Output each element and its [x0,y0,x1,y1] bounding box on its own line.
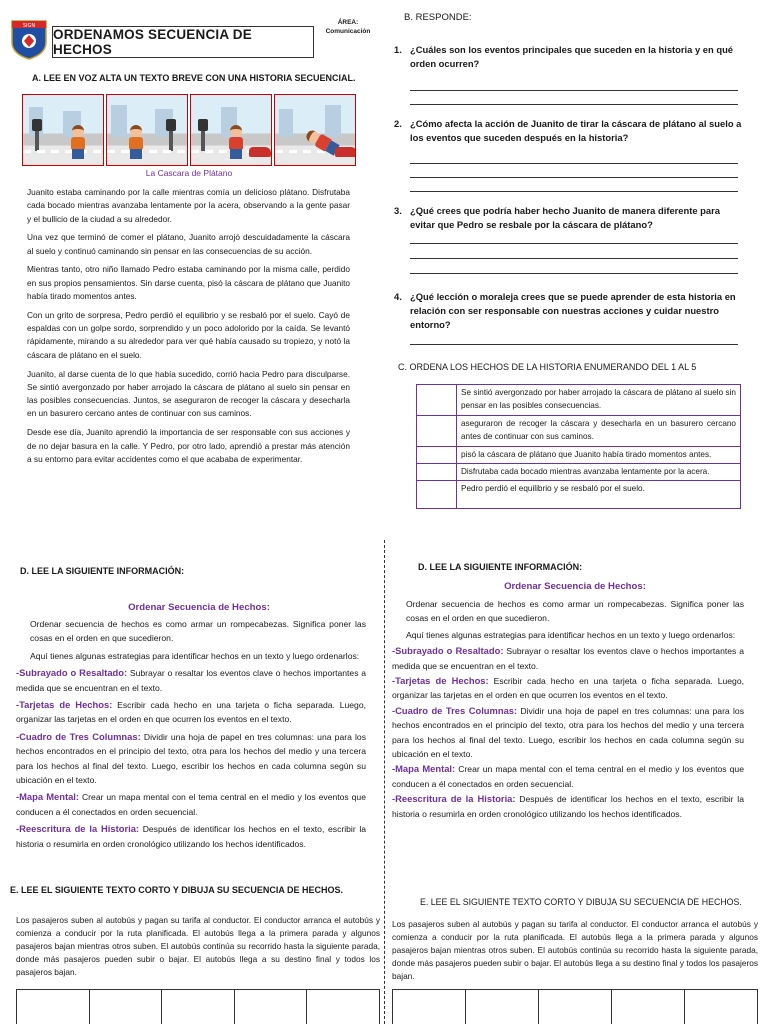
order-table [416,384,741,509]
drawing-cell[interactable] [307,990,379,1024]
answer-line[interactable] [410,177,738,178]
strategy-desc: Subrayar o resaltar los eventos clave o hechos importantes a medida que se encuentran en el texto. [16,668,366,693]
area-value: Comunicación [325,28,371,35]
page-title: ORDENAMOS SECUENCIA DE HECHOS [52,26,314,58]
table-row [417,481,741,509]
strategy-item [16,730,366,788]
table-row [417,464,741,481]
comic-panel-1 [22,94,104,166]
order-number-cell[interactable] [417,415,457,446]
section-d-heading: D. LEE LA SIGUIENTE INFORMACIÓN: [20,566,185,576]
logo-text: SIGN [22,23,36,29]
question-number: 4. [394,291,402,302]
story-paragraph: Juanito estaba caminando por la calle mientras comía un delicioso plátano. Disfrutaba cada bocado mientras avanzaba lentamente por la acera, observando a la gente pasar y el bullicio de la ciudad a su alrededor. [27,187,350,224]
drawing-cell[interactable] [17,990,90,1024]
answer-line[interactable] [410,273,738,274]
event-text: Se sintió avergonzado por haber arrojado la cáscara de plátano al suelo sin pensar en las posibles consecuencias. [457,385,741,416]
table-row [417,415,741,446]
strategy-desc: Crear un mapa mental con el tema central en el medio y los eventos que conducen a él conectados en orden secuencial. [16,792,366,817]
question-text: ¿Cómo afecta la acción de Juanito de tirar la cáscara de plátano al suelo a los eventos que suceden después en la historia? [410,118,742,143]
story-paragraph: Una vez que terminó de comer el plátano, Juanito arrojó descuidadamente la cáscara al suelo y continuó caminando sin pensar en las consecuencias de su acción. [27,232,350,256]
info-intro: Ordenar secuencia de hechos es como armar un rompecabezas. Significa poner las cosas en el orden en que sucedieron. [30,619,366,644]
answer-line[interactable] [410,90,738,91]
area-caption: ÁREA: [337,19,359,26]
drawing-cell[interactable] [612,990,685,1024]
drawing-cell[interactable] [235,990,308,1024]
question-1 [394,43,744,71]
info-title: Ordenar Secuencia de Hechos: [504,581,646,592]
comic-strip [22,94,356,166]
strategy-desc: Crear un mapa mental con el tema central en el medio y los eventos que conducen a él conectados en orden secuencial. [392,764,744,789]
event-text: pisó la cáscara de plátano que Juanito había tirado momentos antes. [457,446,741,463]
strategy-item [392,792,744,821]
strategy-desc: Escribir cada hecho en una tarjeta o ficha separada. Luego, organizar las tarjetas en el orden en que ocurren los eventos en el texto. [392,676,744,701]
story-text [27,186,350,472]
strategy-term: -Mapa Mental: [392,763,456,775]
info-body [392,597,744,877]
story-paragraph: Con un grito de sorpresa, Pedro perdió el equilibrio y se resbaló por el suelo. Cayó de espaldas con un golpe sordo, sorprendido y un poco adolorido por la caída. Se levantó rápidamente, mirando a su alrededor para ver qué había causado su tropiezo, y notó la cáscara de plátano en el suelo. [27,309,350,360]
cut-line [384,540,385,1024]
question-number: 2. [394,118,402,129]
event-text: Pedro perdió el equilibrio y se resbaló por el suelo. [457,481,741,509]
comic-panel-3 [190,94,272,166]
question-text: ¿Qué crees que podría haber hecho Juanito de manera diferente para evitar que Pedro se resbale por la cáscara de plátano? [410,205,720,230]
drawing-cell[interactable] [90,990,163,1024]
area-label [322,18,374,36]
section-b-heading: B. RESPONDE: [404,12,472,23]
info-intro: Aquí tienes algunas estrategias para identificar hechos en un texto y luego ordenarlos: [406,629,736,640]
strategy-item [392,762,744,791]
section-a-heading: A. LEE EN VOZ ALTA UN TEXTO BREVE CON UNA HISTORIA SECUENCIAL. [32,73,356,83]
comic-panel-4 [274,94,356,166]
bus-text: Los pasajeros suben al autobús y pagan su tarifa al conductor. El conductor arranca el autobús y comienza a conducir por la ruta planificada. El autobús llega a la primera parada y algunos pasajeros bajan mientras otros suben. El autobús continúa su recorrido hasta la siguiente parada, donde más pasajeros pueden subir o bajar. El autobús llega a su destino final y todos los pasajeros bajan. [16,915,380,977]
order-number-cell[interactable] [417,446,457,463]
strategy-term: -Tarjetas de Hechos: [392,675,489,687]
story-paragraph: Mientras tanto, otro niño llamado Pedro estaba caminando por la misma calle, perdido en sus propios pensamientos. Sin darse cuenta, pisó la cáscara de plátano que Juanito había tirado momentos antes. [27,264,350,302]
strategy-term: -Subrayado o Resaltado: [16,667,128,679]
strategy-term: -Tarjetas de Hechos: [16,699,113,711]
strategy-item [16,790,366,819]
story-paragraph: Juanito, al darse cuenta de lo que había sucedido, corrió hacia Pedro para disculparse. Se sintió avergonzado por haber arrojado la cáscara de plátano al suelo sin pensar en las posibles consecuencias. Juntos, se aseguraron de recoger la cáscara y desecharla en un basurero cercano antes de continuar con sus caminos. [27,368,350,419]
info-intro: Aquí tienes algunas estrategias para identificar hechos en un texto y luego ordenarlos: [30,650,360,661]
strategy-item [392,644,744,673]
order-number-cell[interactable] [417,481,457,509]
drawing-cell[interactable] [685,990,757,1024]
strategy-desc: Dividir una hoja de papel en tres columnas: una para los hechos encontrados en el principio del texto, otra para los hechos del medio y una tercera para los hechos al final del texto. Luego, escribir los hechos en cada columna según su ubicación en el texto. [392,705,744,760]
strategy-term: -Cuadro de Tres Columnas: [16,730,141,742]
order-number-cell[interactable] [417,385,457,416]
drawing-grid[interactable] [16,989,380,1024]
drawing-cell[interactable] [162,990,235,1024]
answer-line[interactable] [410,191,738,192]
question-text: ¿Qué lección o moraleja crees que se puede aprender de esta historia en relación con ser responsable con nuestras acciones y cuidar nuestro entorno? [410,291,736,330]
strategy-desc: Subrayar o resaltar los eventos clave o hechos importantes a medida que se encuentran en el texto. [392,646,744,671]
bus-text: Los pasajeros suben al autobús y pagan su tarifa al conductor. El conductor arranca el autobús y comienza a conducir por la ruta planificada. El autobús llega a la primera parada y algunos pasajeros bajan mientras otros suben. El autobús continúa su recorrido hasta la siguiente parada, donde más pasajeros pueden subir o bajar. El autobús llega a su destino final y todos los pasajeros bajan. [392,919,758,981]
order-number-cell[interactable] [417,464,457,481]
strategy-item [392,704,744,762]
question-2 [394,117,744,145]
strategy-item [16,822,366,851]
strategy-term: -Subrayado o Resaltado: [392,645,504,657]
drawing-cell[interactable] [393,990,466,1024]
strategy-desc: Después de identificar los hechos en el texto, escribir la historia o resumirla en orden cronológico utilizando los hechos identificados. [16,824,366,849]
strategy-term: -Mapa Mental: [16,791,80,803]
event-text: aseguraron de recoger la cáscara y desecharla en un basurero cercano antes de continuar con sus caminos. [457,415,741,446]
table-row [417,446,741,463]
strategy-desc: Después de identificar los hechos en el texto, escribir la historia o resumirla en orden cronológico utilizando los hechos identificados. [392,794,744,819]
section-e-heading: E. LEE EL SIGUIENTE TEXTO CORTO Y DIBUJA SU SECUENCIA DE HECHOS. [420,897,742,907]
event-text: Disfrutaba cada bocado mientras avanzaba lentamente por la acera. [457,464,741,481]
info-title: Ordenar Secuencia de Hechos: [128,602,270,613]
strategy-term: -Cuadro de Tres Columnas: [392,704,518,716]
drawing-cell[interactable] [539,990,612,1024]
answer-line[interactable] [410,344,738,345]
strategy-item [392,674,744,703]
drawing-cell[interactable] [466,990,539,1024]
answer-line[interactable] [410,104,738,105]
question-4 [394,290,744,332]
question-text: ¿Cuáles son los eventos principales que suceden en la historia y en qué orden ocurren? [410,44,734,69]
info-intro: Ordenar secuencia de hechos es como armar un rompecabezas. Significa poner las cosas en el orden en que sucedieron. [406,599,744,624]
strategy-desc: Dividir una hoja de papel en tres columnas: una para los hechos encontrados en el principio del texto, otra para los hechos del medio y una tercera para los hechos al final del texto. Luego, escribir los hechos en cada columna según su ubicación en el texto. [16,731,366,786]
story-paragraph: Desde ese día, Juanito aprendió la importancia de ser responsable con sus acciones y de no dejar basura en la calle. Y Pedro, por otro lado, aprendió a prestar más atención a su entorno para evitar accidentes como el que acababa de experimentar. [27,427,350,464]
school-logo [10,18,48,60]
question-number: 1. [394,44,402,55]
strategy-item [16,666,366,695]
question-number: 3. [394,205,402,216]
question-3 [394,204,744,232]
story-title: La Cascara de Plátano [145,168,233,178]
comic-panel-2 [106,94,188,166]
strategy-term: -Reescritura de la Historia: [16,823,140,835]
strategy-desc: Escribir cada hecho en una tarjeta o ficha separada. Luego, organizar las tarjetas en el orden en que ocurren los eventos en el texto. [16,700,366,725]
answer-line[interactable] [410,163,738,164]
strategy-item [16,698,366,727]
section-c-heading: C. ORDENA LOS HECHOS DE LA HISTORIA ENUMERANDO DEL 1 AL 5 [398,362,697,372]
section-e-heading: E. LEE EL SIGUIENTE TEXTO CORTO Y DIBUJA SU SECUENCIA DE HECHOS. [10,885,344,895]
info-body [16,617,366,879]
drawing-grid[interactable] [392,989,758,1024]
answer-line[interactable] [410,243,738,244]
answer-line[interactable] [410,258,738,259]
table-row [417,385,741,416]
section-d-heading: D. LEE LA SIGUIENTE INFORMACIÓN: [418,562,583,572]
strategy-term: -Reescritura de la Historia: [392,793,516,805]
